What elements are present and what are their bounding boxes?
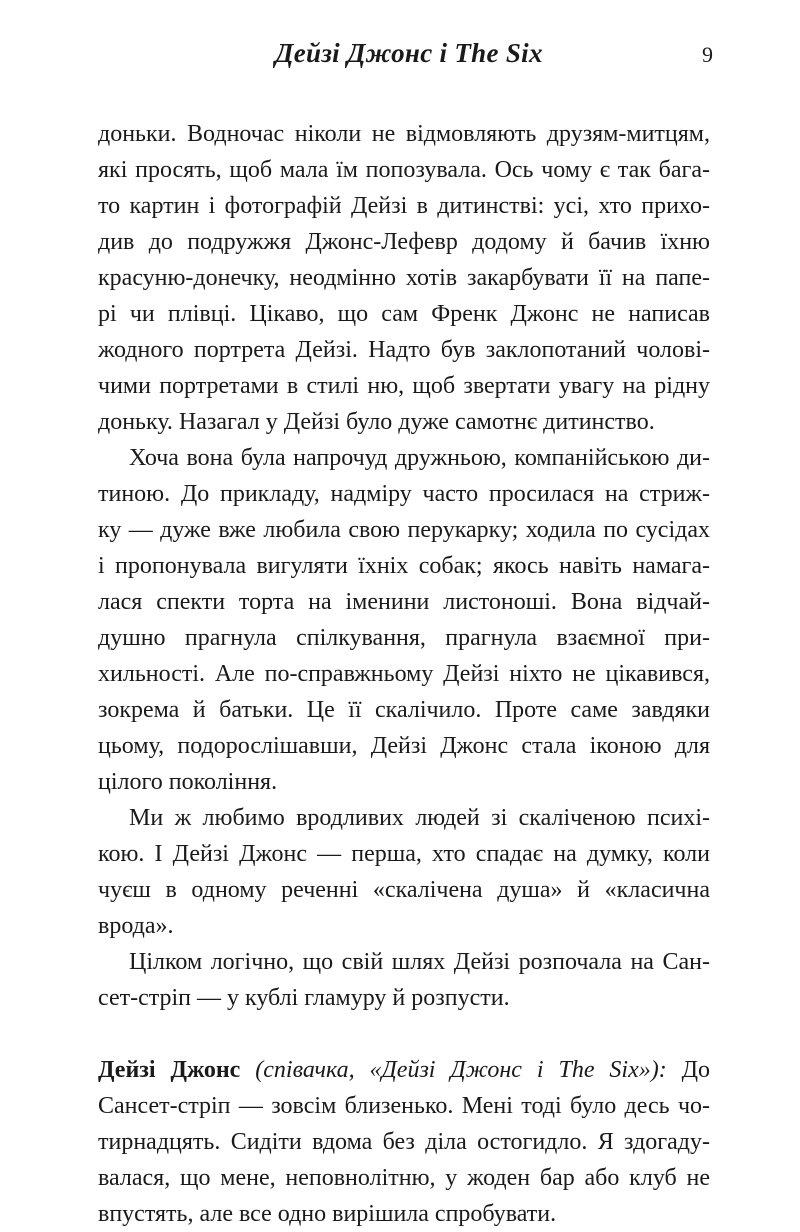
text-line: лася спекти торта на іменини листоноші. Вона відчай-: [98, 589, 710, 615]
text-line: зокрема й батьки. Це її скалічило. Проте саме завдяки: [98, 697, 710, 723]
text-line: тирнадцять. Сидіти вдома без діла остогидло. Я здогаду-: [98, 1129, 710, 1155]
text-line: Ми ж любимо вродливих людей зі скаліченою психі-: [129, 805, 710, 831]
running-header: [0, 38, 800, 78]
text-line: тиною. До прикладу, надміру часто просилася на стриж-: [98, 481, 710, 507]
text-line: впустять, але все одно вирішила спробувати.: [98, 1201, 557, 1227]
text-line: Сансет-стріп — зовсім близенько. Мені тоді було десь чо-: [98, 1093, 710, 1119]
running-title: Дейзі Джонс і The Six: [275, 38, 543, 68]
text-line: доньки. Водночас ніколи не відмовляють друзям-митцям,: [98, 121, 710, 147]
paragraph: [98, 944, 710, 1016]
text-line: ку — дуже вже любила свою перукарку; ходила по сусідах: [98, 517, 710, 543]
text-line: валася, що мене, неповнолітню, у жоден бар або клуб не: [98, 1165, 710, 1191]
text-line: див до подружжя Джонс-Лефевр додому й бачив їхню: [98, 229, 710, 255]
text-line: кою. І Дейзі Джонс — перша, хто спадає на думку, коли: [98, 841, 710, 867]
paragraph: [98, 800, 710, 944]
text-line: хильності. Але по-справжньому Дейзі ніхто не цікавився,: [98, 661, 710, 687]
speaker-role: (співачка, «Дейзі Джонс і The Six»):: [255, 1057, 667, 1083]
section-gap: [98, 1016, 710, 1052]
speaker-name: Дейзі Джонс: [98, 1057, 241, 1083]
text-line: сет-стріп — у кублі гламуру й розпусти.: [98, 985, 510, 1011]
text-line: жодного портрета Дейзі. Надто був заклопотаний чолові-: [98, 337, 710, 363]
interview-first-line: [98, 1052, 710, 1088]
paragraph: [98, 440, 710, 800]
text-line: Хоча вона була напрочуд дружньою, компанійською ди-: [129, 445, 710, 471]
text-line: Цілком логічно, що свій шлях Дейзі розпочала на Сан-: [129, 949, 710, 975]
paragraph: [98, 116, 710, 440]
text-line: рі чи плівці. Цікаво, що сам Френк Джонс не написав: [98, 301, 710, 327]
text-fragment: До: [681, 1057, 711, 1083]
text-line: які просять, щоб мала їм попозувала. Ось чому є так бага-: [98, 157, 710, 183]
text-line: чими портретами в стилі ню, щоб звертати увагу на рідну: [98, 373, 710, 399]
page-number: 9: [702, 42, 713, 67]
text-line: врода».: [98, 913, 174, 939]
text-line: душно прагнула спілкування, прагнула взаємної при-: [98, 625, 710, 651]
text-line: чуєш в одному реченні «скалічена душа» й «класична: [98, 877, 710, 903]
text-line: цілого покоління.: [98, 769, 278, 795]
page-body: [98, 116, 710, 1232]
text-line: і пропонувала вигуляти їхніх собак; якось навіть намага-: [98, 553, 710, 579]
text-line: цьому, подорослішавши, Дейзі Джонс стала іконою для: [98, 733, 710, 759]
text-line: доньку. Назагал у Дейзі було дуже самотнє дитинство.: [98, 409, 655, 435]
interview-paragraph: [98, 1052, 710, 1232]
text-line: то картин і фотографій Дейзі в дитинстві: усі, хто прихо-: [98, 193, 710, 219]
text-line: красуню-донечку, неодмінно хотів закарбувати її на папе-: [98, 265, 710, 291]
